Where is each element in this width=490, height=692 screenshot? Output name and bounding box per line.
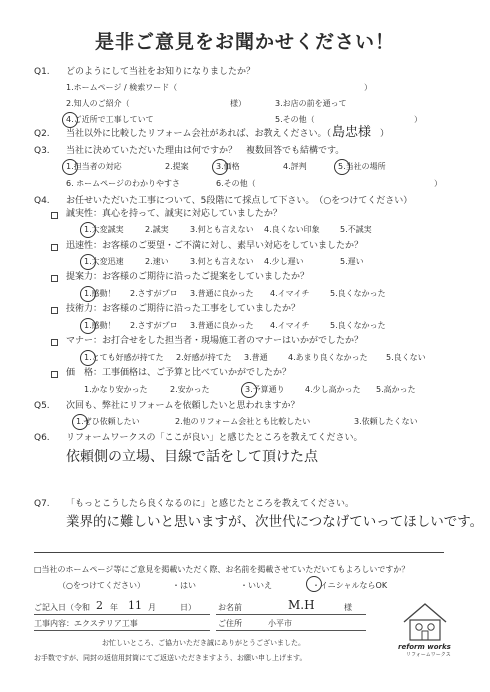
q4-choice[interactable]: 3.何とも言えない	[190, 257, 254, 266]
q4-choice[interactable]: 3.何とも言えない	[190, 225, 254, 234]
q5-choice[interactable]: 2.他のリフォーム会社とも比較したい	[175, 417, 311, 426]
q2-close: ）	[380, 129, 390, 139]
q4-choice[interactable]: 1.感動！	[84, 321, 116, 330]
q1-question: どのようにして当社をお知りになりましたか？	[66, 67, 256, 77]
selection-circle	[62, 159, 78, 175]
q3-option-other-close: ）	[434, 179, 442, 188]
q3-number: Q3.	[34, 146, 50, 156]
q4-item-bullet	[51, 275, 58, 282]
q5-choice[interactable]: 1.ぜひ依頼したい	[76, 417, 140, 426]
q5-number: Q5.	[34, 401, 50, 411]
q1-option-4[interactable]: 4.ご近所で工事していて	[66, 115, 154, 124]
selection-circle	[80, 222, 96, 238]
q2-question: 当社以外に比較したリフォーム会社があれば、お教えください。（	[66, 129, 332, 139]
selection-circle	[72, 414, 88, 430]
selection-circle	[306, 576, 322, 592]
q4-choice[interactable]: 3.予算通り	[245, 385, 285, 394]
q1-option-2[interactable]: 2.知人のご紹介（	[66, 99, 130, 108]
q4-item-label: 迅速性：お客様のご要望・ご不満に対し、素早い対応をしていましたか？	[66, 241, 364, 251]
q4-choice[interactable]: 2.誠実	[145, 225, 169, 234]
q4-item-label: 提案力：お客様のご期待に沿ったご提案をしていましたか？	[66, 272, 310, 282]
q4-choice[interactable]: 2.さすがプロ	[130, 289, 178, 298]
q1-number: Q1.	[34, 67, 50, 77]
q1-option-3[interactable]: 3.お店の前を通って	[275, 99, 347, 108]
q4-choice[interactable]: 4.あまり良くなかった	[288, 353, 368, 362]
q4-choice[interactable]: 4.良くない印象	[264, 225, 320, 234]
q1-option-2-suffix: 様）	[230, 99, 246, 108]
consent-no[interactable]: ・いいえ	[240, 581, 272, 590]
q4-choice[interactable]: 1.大変迅速	[84, 257, 124, 266]
date-day-unit: 日）	[180, 603, 196, 612]
selection-circle	[62, 112, 78, 128]
q1-option-1[interactable]: 1.ホームページ / 検索ワード（	[66, 83, 178, 92]
name-value: M.H	[288, 598, 315, 612]
consent-question: □当社のホームページ等にご意見を掲載いただく際、お名前を掲載させていただいてもよろしいですか？	[34, 565, 410, 574]
address-value: 小平市	[268, 619, 292, 628]
q3-question: 当社に決めていただいた理由は何ですか？ 複数回答でも結構です。	[66, 146, 345, 156]
date-year: 2	[96, 599, 103, 612]
date-label: ご記入日（令和	[34, 603, 90, 612]
q4-choice[interactable]: 5.高かった	[376, 385, 416, 394]
selection-circle	[334, 159, 350, 175]
q7-number: Q7.	[34, 499, 50, 509]
q4-item-label: マナー：お打合せをした担当者・現場施工者のマナーはいかがでしたか？	[66, 336, 364, 346]
q4-item-bullet	[51, 339, 58, 346]
date-month: 11	[128, 599, 142, 612]
q4-item-label: 誠実性：真心を持って、誠実に対応していましたか？	[66, 209, 282, 219]
address-label: ご住所	[218, 619, 242, 628]
q3-option-1[interactable]: 1.担当者の対応	[66, 162, 122, 171]
logo-subtext: リフォームワークス	[406, 652, 451, 658]
q4-choice[interactable]: 2.速い	[145, 257, 169, 266]
logo-text: reform works	[398, 643, 451, 651]
return-note: お手数ですが、同封の返信用封筒にてご返送いただきますよう、お願い申し上げます。	[34, 654, 307, 662]
q4-choice[interactable]: 3.普通に良かった	[190, 321, 254, 330]
q4-choice[interactable]: 1.かなり安かった	[84, 385, 148, 394]
q3-option-other[interactable]: 6.その他（	[216, 179, 256, 188]
work-underline	[34, 630, 210, 631]
q4-item-label: 価 格：工事価格は、ご予算と比べていかがでしたか？	[66, 368, 292, 378]
q1-option-5[interactable]: 5.その他（	[275, 115, 315, 124]
name-suffix: 様	[344, 603, 352, 612]
selection-circle	[212, 159, 228, 175]
q5-choice[interactable]: 3.依頼したくない	[354, 417, 418, 426]
selection-circle	[80, 254, 96, 270]
q4-choice[interactable]: 4.イマイチ	[270, 289, 310, 298]
address-underline	[216, 630, 366, 631]
date-month-unit: 月	[148, 603, 156, 612]
q4-choice[interactable]: 5.良くなかった	[330, 289, 386, 298]
selection-circle	[80, 286, 96, 302]
q4-choice[interactable]: 1.感動！	[84, 289, 116, 298]
q3-option-5[interactable]: 5.当社の場所	[338, 162, 386, 171]
q4-item-label: 技術力：お客様のご期待に沿った工事をしていましたか？	[66, 304, 301, 314]
selection-circle	[80, 350, 96, 366]
house-logo-icon	[398, 600, 452, 644]
q4-choice[interactable]: 1.大変誠実	[84, 225, 124, 234]
q4-number: Q4.	[34, 196, 50, 206]
date-year-unit: 年	[110, 603, 118, 612]
q4-item-bullet	[51, 371, 58, 378]
q3-option-6[interactable]: 6. ホームページのわかりやすさ	[66, 179, 181, 188]
thanks-note: お忙しいところ、ご協力いただき誠にありがとうございました。	[102, 639, 305, 647]
name-underline	[216, 614, 366, 615]
name-label: お名前	[218, 603, 242, 612]
q2-number: Q2.	[34, 129, 50, 139]
consent-yes[interactable]: ・はい	[172, 581, 196, 590]
q5-question: 次回も、弊社にリフォームを依頼したいと思われますか？	[66, 401, 300, 411]
q3-option-2[interactable]: 2.提案	[165, 162, 189, 171]
q2-handwritten-answer: 島忠様	[332, 125, 372, 140]
q4-item-bullet	[51, 307, 58, 314]
q4-choice[interactable]: 2.さすがプロ	[130, 321, 178, 330]
page-title: 是非ご意見をお聞かせください！	[94, 31, 395, 53]
work-type: 工事内容：エクステリア工事	[34, 619, 138, 628]
q4-choice[interactable]: 1.とても好感が持てた	[84, 353, 164, 362]
q4-choice[interactable]: 5.良くない	[386, 353, 426, 362]
q1-option-5-close: ）	[414, 115, 422, 124]
q6-number: Q6.	[34, 433, 50, 443]
q4-item-bullet	[51, 212, 58, 219]
date-underline	[34, 614, 210, 615]
q4-question: お任せいただいた工事について、5段階にて採点して下さい。 （○をつけてください）	[66, 196, 413, 206]
consent-initial[interactable]: ・イニシャルならOK	[312, 581, 388, 590]
divider	[34, 552, 444, 553]
reform-works-logo	[398, 600, 452, 660]
consent-hint: （○をつけてください）	[58, 581, 145, 590]
q4-choice[interactable]: 4.少し遅い	[264, 257, 304, 266]
q4-choice[interactable]: 5.不誠実	[340, 225, 372, 234]
selection-circle	[80, 318, 96, 334]
q4-choice[interactable]: 3.普通	[244, 353, 268, 362]
q6-handwritten-answer: 依頼側の立場、目線で話をして頂けた点	[66, 449, 318, 465]
q4-choice[interactable]: 5.遅い	[340, 257, 364, 266]
q6-question: リフォームワークスの「ここが良い」と感じたところを教えてください。	[66, 433, 363, 443]
selection-circle	[241, 382, 257, 398]
q3-option-4[interactable]: 4.評判	[283, 162, 307, 171]
q4-choice[interactable]: 2.安かった	[170, 385, 210, 394]
q4-item-bullet	[51, 244, 58, 251]
q1-option-1-close: ）	[364, 83, 372, 92]
q4-choice[interactable]: 4.イマイチ	[270, 321, 310, 330]
q4-choice[interactable]: 3.普通に良かった	[190, 289, 254, 298]
q3-option-3[interactable]: 3.価格	[216, 162, 240, 171]
q7-question: 「もっとこうしたら良くなるのに」と感じたところを教えてください。	[66, 499, 355, 509]
q7-handwritten-answer: 業界的に難しいと思いますが、次世代につなげていってほしいです。	[66, 514, 484, 530]
q4-choice[interactable]: 5.良くなかった	[330, 321, 386, 330]
q4-choice[interactable]: 4.少し高かった	[305, 385, 361, 394]
q4-choice[interactable]: 2.好感が持てた	[176, 353, 232, 362]
